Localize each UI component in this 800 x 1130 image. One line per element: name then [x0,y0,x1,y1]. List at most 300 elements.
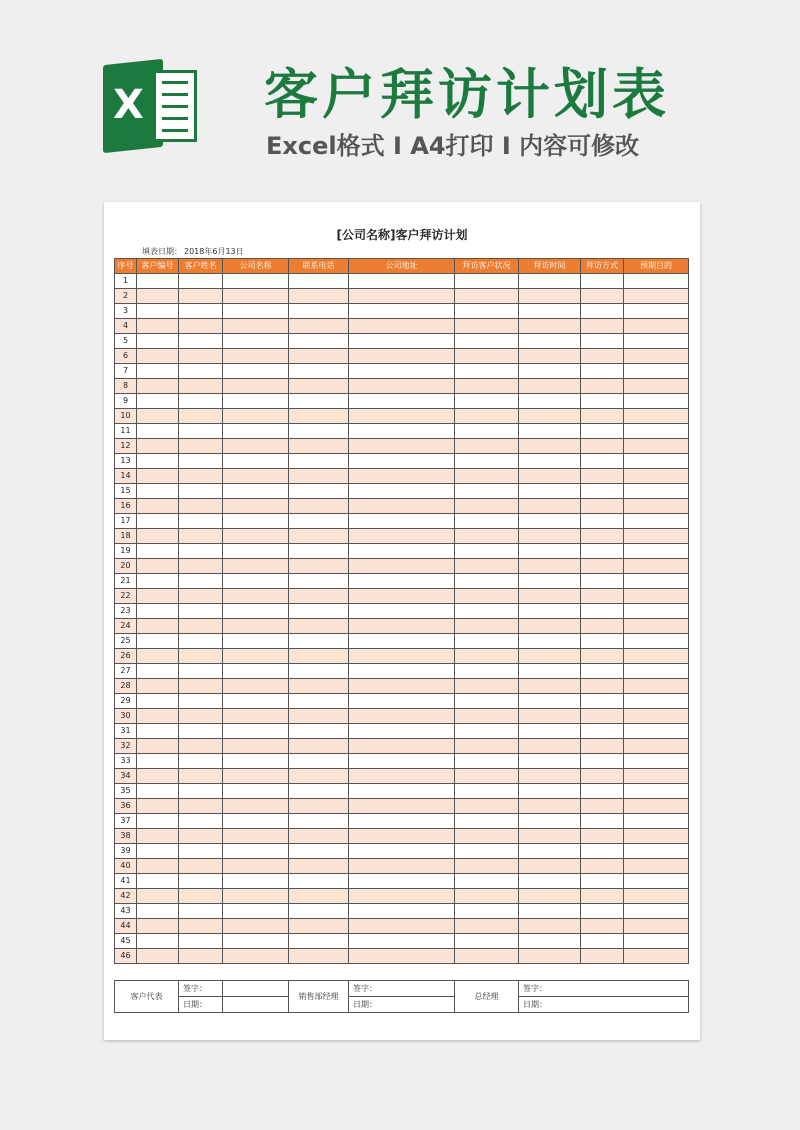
table-cell[interactable] [581,769,624,784]
table-cell[interactable] [137,754,179,769]
table-cell[interactable] [223,934,289,949]
table-cell[interactable] [455,424,519,439]
table-cell[interactable] [624,334,689,349]
table-cell[interactable] [455,889,519,904]
table-cell[interactable] [223,559,289,574]
table-cell[interactable] [289,319,349,334]
table-cell[interactable] [349,694,455,709]
table-cell[interactable] [624,304,689,319]
table-cell[interactable] [223,649,289,664]
table-cell[interactable] [223,289,289,304]
table-cell[interactable] [519,559,581,574]
table-cell[interactable] [223,709,289,724]
table-cell[interactable] [179,394,223,409]
table-cell[interactable] [624,364,689,379]
table-cell[interactable] [581,919,624,934]
table-cell[interactable] [349,844,455,859]
table-cell[interactable] [179,784,223,799]
rep-sign-field[interactable] [223,981,289,997]
table-cell[interactable] [223,619,289,634]
table-cell[interactable] [455,364,519,379]
table-cell[interactable] [581,649,624,664]
table-cell[interactable] [289,739,349,754]
table-cell[interactable] [349,574,455,589]
table-cell[interactable] [455,319,519,334]
table-cell[interactable] [349,469,455,484]
table-cell[interactable] [223,379,289,394]
table-cell[interactable] [137,889,179,904]
table-cell[interactable] [349,799,455,814]
table-cell[interactable] [137,574,179,589]
table-cell[interactable] [349,514,455,529]
table-cell[interactable] [519,619,581,634]
table-cell[interactable] [455,874,519,889]
table-cell[interactable] [519,424,581,439]
table-cell[interactable] [624,889,689,904]
table-cell[interactable] [519,289,581,304]
table-cell[interactable] [223,664,289,679]
table-cell[interactable] [289,709,349,724]
table-cell[interactable] [289,919,349,934]
table-cell[interactable] [179,454,223,469]
table-cell[interactable] [289,784,349,799]
table-cell[interactable] [455,829,519,844]
table-cell[interactable] [519,469,581,484]
table-cell[interactable] [137,274,179,289]
table-cell[interactable] [455,454,519,469]
table-cell[interactable] [519,709,581,724]
table-cell[interactable] [223,349,289,364]
table-cell[interactable] [289,844,349,859]
table-cell[interactable] [455,379,519,394]
table-cell[interactable] [349,544,455,559]
table-cell[interactable] [455,619,519,634]
table-cell[interactable] [349,949,455,964]
table-cell[interactable] [179,919,223,934]
rep-date-field[interactable] [223,997,289,1013]
table-cell[interactable] [179,304,223,319]
table-cell[interactable] [519,319,581,334]
table-cell[interactable] [223,454,289,469]
table-cell[interactable] [179,799,223,814]
table-cell[interactable] [179,529,223,544]
table-cell[interactable] [223,574,289,589]
table-cell[interactable] [455,679,519,694]
table-cell[interactable] [624,724,689,739]
table-cell[interactable] [519,799,581,814]
table-cell[interactable] [349,724,455,739]
table-cell[interactable] [624,559,689,574]
table-cell[interactable] [349,409,455,424]
table-cell[interactable] [289,574,349,589]
table-cell[interactable] [179,574,223,589]
table-cell[interactable] [349,424,455,439]
table-cell[interactable] [581,364,624,379]
table-cell[interactable] [223,544,289,559]
table-cell[interactable] [624,544,689,559]
table-cell[interactable] [349,859,455,874]
table-cell[interactable] [349,499,455,514]
table-cell[interactable] [223,439,289,454]
table-cell[interactable] [179,424,223,439]
table-cell[interactable] [519,769,581,784]
table-cell[interactable] [455,814,519,829]
table-cell[interactable] [581,694,624,709]
table-cell[interactable] [289,634,349,649]
table-cell[interactable] [581,634,624,649]
table-cell[interactable] [137,454,179,469]
table-cell[interactable] [624,694,689,709]
table-cell[interactable] [137,424,179,439]
table-cell[interactable] [137,649,179,664]
table-cell[interactable] [519,919,581,934]
table-cell[interactable] [223,874,289,889]
table-cell[interactable] [289,694,349,709]
table-cell[interactable] [581,394,624,409]
table-cell[interactable] [223,889,289,904]
table-cell[interactable] [179,829,223,844]
table-cell[interactable] [179,334,223,349]
table-cell[interactable] [519,829,581,844]
table-cell[interactable] [581,334,624,349]
sales-mgr-date[interactable] [349,997,455,1013]
table-cell[interactable] [519,304,581,319]
table-cell[interactable] [223,589,289,604]
table-cell[interactable] [223,424,289,439]
table-cell[interactable] [179,889,223,904]
table-cell[interactable] [289,364,349,379]
table-cell[interactable] [624,484,689,499]
table-cell[interactable] [179,739,223,754]
table-cell[interactable] [624,514,689,529]
table-cell[interactable] [624,754,689,769]
table-cell[interactable] [289,514,349,529]
table-cell[interactable] [289,589,349,604]
table-cell[interactable] [223,514,289,529]
table-cell[interactable] [581,439,624,454]
table-cell[interactable] [289,544,349,559]
table-cell[interactable] [581,589,624,604]
table-cell[interactable] [581,484,624,499]
table-cell[interactable] [624,529,689,544]
table-cell[interactable] [349,769,455,784]
table-cell[interactable] [519,454,581,469]
table-cell[interactable] [289,934,349,949]
table-cell[interactable] [519,724,581,739]
table-cell[interactable] [223,274,289,289]
table-cell[interactable] [289,754,349,769]
table-cell[interactable] [581,949,624,964]
table-cell[interactable] [289,289,349,304]
table-cell[interactable] [179,364,223,379]
table-cell[interactable] [179,589,223,604]
table-cell[interactable] [455,394,519,409]
table-cell[interactable] [137,904,179,919]
table-cell[interactable] [137,949,179,964]
table-cell[interactable] [519,529,581,544]
table-cell[interactable] [289,439,349,454]
table-cell[interactable] [624,844,689,859]
table-cell[interactable] [349,439,455,454]
table-cell[interactable] [223,799,289,814]
table-cell[interactable] [223,814,289,829]
table-cell[interactable] [349,619,455,634]
table-cell[interactable] [519,904,581,919]
table-cell[interactable] [455,334,519,349]
table-cell[interactable] [455,289,519,304]
table-cell[interactable] [519,844,581,859]
table-cell[interactable] [581,289,624,304]
table-cell[interactable] [455,664,519,679]
table-cell[interactable] [223,499,289,514]
table-cell[interactable] [349,784,455,799]
table-cell[interactable] [624,829,689,844]
table-cell[interactable] [519,859,581,874]
table-cell[interactable] [624,769,689,784]
table-cell[interactable] [581,499,624,514]
table-cell[interactable] [289,334,349,349]
table-cell[interactable] [581,619,624,634]
table-cell[interactable] [519,889,581,904]
table-cell[interactable] [137,544,179,559]
table-cell[interactable] [519,784,581,799]
table-cell[interactable] [349,289,455,304]
table-cell[interactable] [581,529,624,544]
table-cell[interactable] [179,274,223,289]
table-cell[interactable] [223,484,289,499]
table-cell[interactable] [349,559,455,574]
table-cell[interactable] [624,784,689,799]
table-cell[interactable] [289,454,349,469]
table-cell[interactable] [581,829,624,844]
table-cell[interactable] [179,859,223,874]
gm-sign[interactable] [519,981,689,997]
table-cell[interactable] [455,589,519,604]
table-cell[interactable] [624,394,689,409]
table-cell[interactable] [581,934,624,949]
table-cell[interactable] [137,799,179,814]
table-cell[interactable] [289,769,349,784]
table-cell[interactable] [289,469,349,484]
table-cell[interactable] [455,499,519,514]
table-cell[interactable] [455,514,519,529]
table-cell[interactable] [137,844,179,859]
table-cell[interactable] [137,319,179,334]
table-cell[interactable] [289,379,349,394]
table-cell[interactable] [223,364,289,379]
gm-date[interactable] [519,997,689,1013]
table-cell[interactable] [624,709,689,724]
table-cell[interactable] [223,904,289,919]
table-cell[interactable] [289,349,349,364]
table-cell[interactable] [519,499,581,514]
table-cell[interactable] [289,619,349,634]
table-cell[interactable] [581,844,624,859]
table-cell[interactable] [137,349,179,364]
table-cell[interactable] [349,754,455,769]
table-cell[interactable] [519,379,581,394]
table-cell[interactable] [581,709,624,724]
table-cell[interactable] [519,349,581,364]
table-cell[interactable] [349,679,455,694]
table-cell[interactable] [179,694,223,709]
table-cell[interactable] [179,814,223,829]
table-cell[interactable] [455,349,519,364]
table-cell[interactable] [519,574,581,589]
table-cell[interactable] [349,649,455,664]
table-cell[interactable] [179,634,223,649]
table-cell[interactable] [289,859,349,874]
table-cell[interactable] [179,679,223,694]
table-cell[interactable] [179,754,223,769]
table-cell[interactable] [289,679,349,694]
table-cell[interactable] [289,409,349,424]
table-cell[interactable] [349,709,455,724]
table-cell[interactable] [519,604,581,619]
table-cell[interactable] [179,769,223,784]
table-cell[interactable] [179,439,223,454]
table-cell[interactable] [519,514,581,529]
table-cell[interactable] [581,304,624,319]
table-cell[interactable] [137,679,179,694]
table-cell[interactable] [137,694,179,709]
table-cell[interactable] [223,634,289,649]
table-cell[interactable] [581,904,624,919]
table-cell[interactable] [581,664,624,679]
table-cell[interactable] [137,379,179,394]
table-cell[interactable] [349,379,455,394]
table-cell[interactable] [455,724,519,739]
table-cell[interactable] [455,784,519,799]
table-cell[interactable] [349,739,455,754]
table-cell[interactable] [289,529,349,544]
table-cell[interactable] [455,859,519,874]
table-cell[interactable] [581,274,624,289]
table-cell[interactable] [179,949,223,964]
table-cell[interactable] [519,814,581,829]
table-cell[interactable] [624,814,689,829]
table-cell[interactable] [289,274,349,289]
table-cell[interactable] [349,889,455,904]
table-cell[interactable] [581,814,624,829]
table-cell[interactable] [137,334,179,349]
table-cell[interactable] [223,409,289,424]
table-cell[interactable] [349,934,455,949]
table-cell[interactable] [223,829,289,844]
table-cell[interactable] [179,499,223,514]
table-cell[interactable] [137,934,179,949]
table-cell[interactable] [624,859,689,874]
table-cell[interactable] [137,814,179,829]
table-cell[interactable] [624,499,689,514]
table-cell[interactable] [581,559,624,574]
table-cell[interactable] [137,664,179,679]
table-cell[interactable] [581,574,624,589]
table-cell[interactable] [137,709,179,724]
table-cell[interactable] [519,544,581,559]
table-cell[interactable] [223,394,289,409]
table-cell[interactable] [455,904,519,919]
table-cell[interactable] [179,664,223,679]
table-cell[interactable] [349,334,455,349]
table-cell[interactable] [289,424,349,439]
table-cell[interactable] [455,799,519,814]
table-cell[interactable] [519,589,581,604]
table-cell[interactable] [349,589,455,604]
table-cell[interactable] [624,439,689,454]
table-cell[interactable] [519,274,581,289]
table-cell[interactable] [455,544,519,559]
table-cell[interactable] [519,634,581,649]
table-cell[interactable] [289,559,349,574]
table-cell[interactable] [455,919,519,934]
table-cell[interactable] [624,409,689,424]
table-cell[interactable] [349,454,455,469]
table-cell[interactable] [289,889,349,904]
table-cell[interactable] [137,514,179,529]
table-cell[interactable] [137,469,179,484]
table-cell[interactable] [519,934,581,949]
table-cell[interactable] [137,409,179,424]
table-cell[interactable] [455,949,519,964]
table-cell[interactable] [137,604,179,619]
table-cell[interactable] [581,469,624,484]
table-cell[interactable] [624,349,689,364]
table-cell[interactable] [223,739,289,754]
table-cell[interactable] [455,649,519,664]
table-cell[interactable] [289,724,349,739]
table-cell[interactable] [624,274,689,289]
table-cell[interactable] [581,379,624,394]
table-cell[interactable] [223,319,289,334]
table-cell[interactable] [581,889,624,904]
table-cell[interactable] [624,679,689,694]
table-cell[interactable] [289,814,349,829]
table-cell[interactable] [179,649,223,664]
table-cell[interactable] [624,949,689,964]
table-cell[interactable] [223,844,289,859]
table-cell[interactable] [519,649,581,664]
table-cell[interactable] [223,469,289,484]
table-cell[interactable] [179,874,223,889]
table-cell[interactable] [137,289,179,304]
table-cell[interactable] [179,709,223,724]
table-cell[interactable] [179,409,223,424]
table-cell[interactable] [624,934,689,949]
table-cell[interactable] [519,484,581,499]
table-cell[interactable] [581,724,624,739]
table-cell[interactable] [581,799,624,814]
table-cell[interactable] [223,784,289,799]
table-cell[interactable] [455,754,519,769]
table-cell[interactable] [289,664,349,679]
table-cell[interactable] [137,919,179,934]
table-cell[interactable] [581,859,624,874]
table-cell[interactable] [137,499,179,514]
table-cell[interactable] [137,484,179,499]
table-cell[interactable] [137,529,179,544]
table-cell[interactable] [349,814,455,829]
table-cell[interactable] [137,769,179,784]
table-cell[interactable] [455,634,519,649]
table-cell[interactable] [581,874,624,889]
table-cell[interactable] [289,829,349,844]
table-cell[interactable] [137,619,179,634]
table-cell[interactable] [581,349,624,364]
table-cell[interactable] [349,349,455,364]
table-cell[interactable] [289,874,349,889]
table-cell[interactable] [349,904,455,919]
